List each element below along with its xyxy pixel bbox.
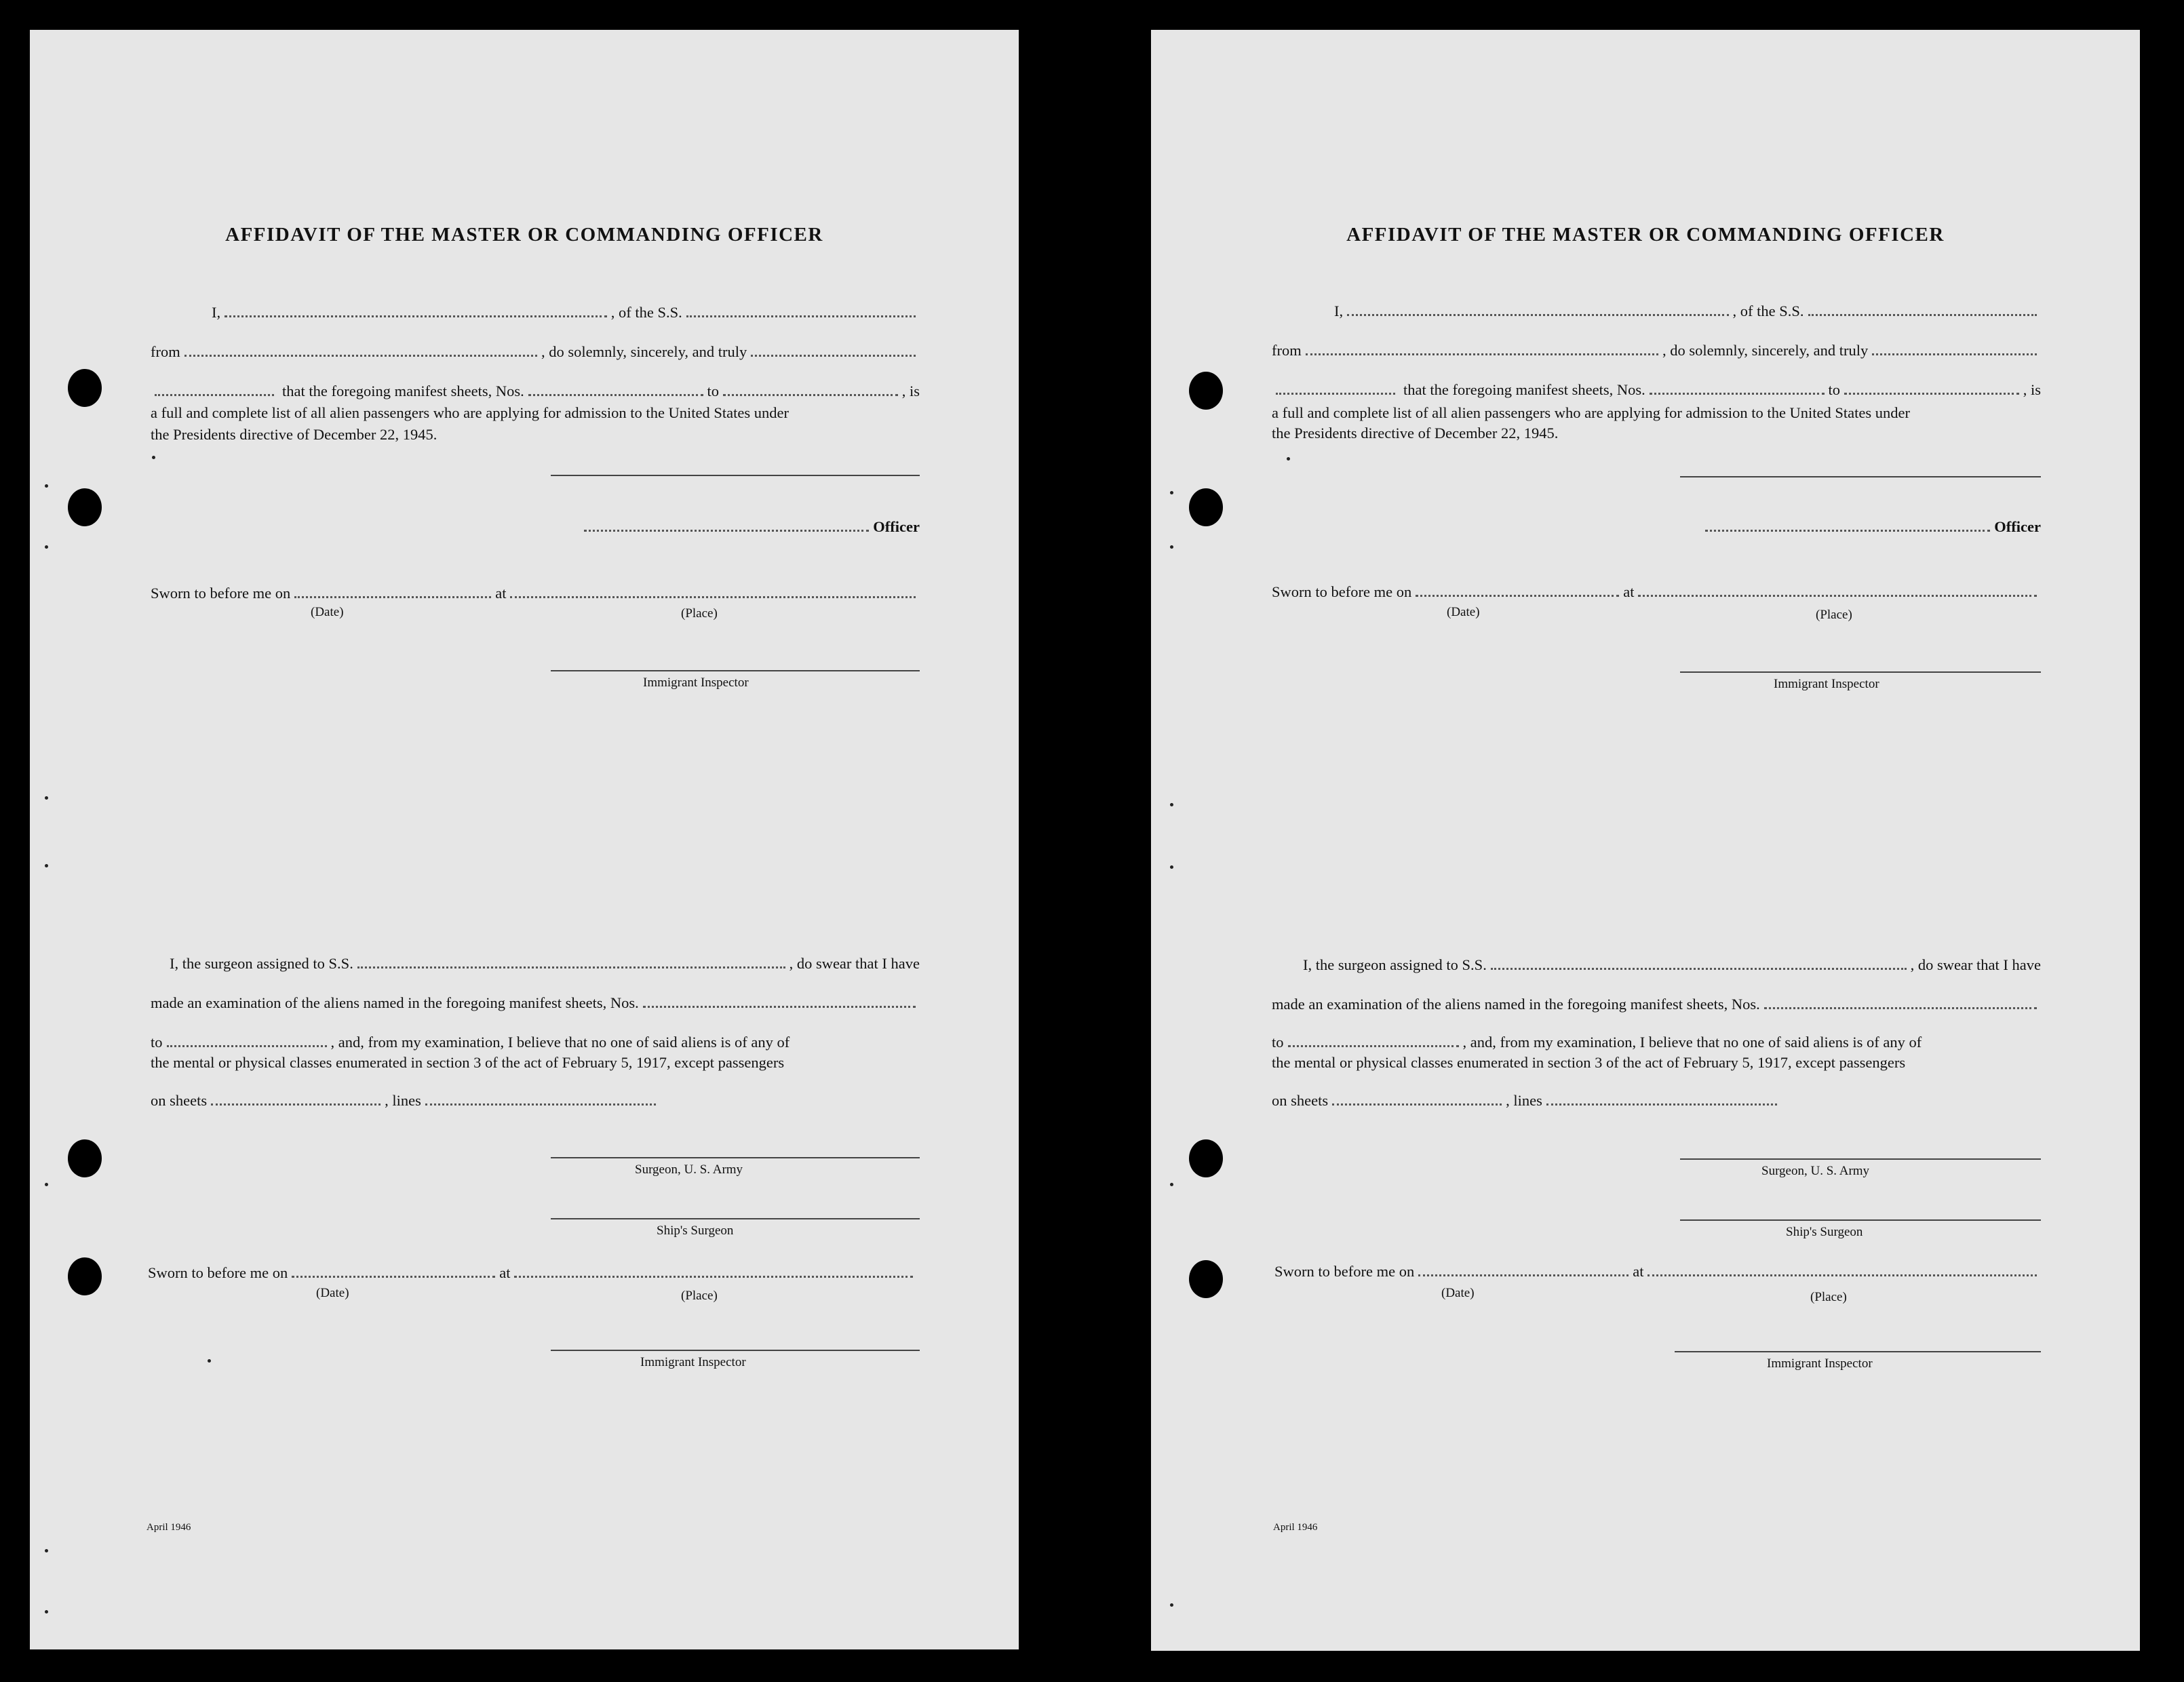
- surgeon-row-2: made an examination of the aliens named in the foregoing manifest sheets, Nos.: [1272, 986, 2041, 1013]
- punch-hole: [68, 1257, 102, 1295]
- master-sheets-row: that the foregoing manifest sheets, Nos. to , is: [151, 373, 920, 400]
- master-line4: a full and complete list of all alien passengers who are applying for admission to the United States under: [1272, 404, 1911, 421]
- date-caption: (Date): [311, 605, 344, 619]
- surgeon-row-3: to , and, from my examination, I believe that no one of said aliens is of any of: [1272, 1034, 1922, 1051]
- surgeon-row-4: the mental or physical classes enumerated in section 3 of the act of February 5, 1917, except passengers: [151, 1054, 785, 1071]
- date-caption: (Date): [1447, 605, 1480, 619]
- ship-surgeon-caption: Ship's Surgeon: [657, 1224, 734, 1238]
- signature-line[interactable]: [1680, 476, 2041, 477]
- lines-field[interactable]: [1546, 1103, 1777, 1106]
- sworn2-date-field[interactable]: [1418, 1274, 1629, 1276]
- inspector-caption-2: Immigrant Inspector: [1767, 1356, 1873, 1371]
- sheets-field[interactable]: [1332, 1103, 1502, 1106]
- sworn2-place-field[interactable]: [1647, 1274, 2037, 1276]
- sworn-place-field[interactable]: [510, 596, 916, 598]
- surgeon-row-2: made an examination of the aliens named in the foregoing manifest sheets, Nos.: [151, 985, 920, 1012]
- place-caption: (Place): [681, 606, 718, 621]
- form-title: AFFIDAVIT OF THE MASTER OR COMMANDING OFFICER: [1346, 224, 1945, 246]
- inspector-line-2[interactable]: [1675, 1351, 2041, 1352]
- sworn-row-2: Sworn to before me on at: [148, 1255, 917, 1282]
- ship-surgeon-line[interactable]: [1680, 1219, 2041, 1221]
- date-caption-2: (Date): [1441, 1286, 1475, 1300]
- swear-field[interactable]: [751, 355, 916, 357]
- punch-hole: [68, 488, 102, 526]
- inspector-caption: Immigrant Inspector: [1774, 677, 1879, 691]
- sworn-row-2: Sworn to before me on at: [1274, 1253, 2041, 1280]
- surgeon-row-1: I, the surgeon assigned to S.S. , do swear that I have: [170, 955, 920, 972]
- punch-hole: [1189, 488, 1223, 526]
- master-from-row: from , do solemnly, sincerely, and truly: [1272, 332, 2041, 359]
- inspector-caption: Immigrant Inspector: [643, 676, 749, 690]
- surgeon-row-3: to , and, from my examination, I believe that no one of said aliens is of any of: [151, 1034, 790, 1051]
- sworn-date-field[interactable]: [294, 596, 491, 598]
- inspector-caption-2: Immigrant Inspector: [640, 1355, 746, 1369]
- form-page-right: [1151, 30, 2140, 1651]
- punch-hole: [68, 369, 102, 407]
- inspector-line[interactable]: [551, 670, 920, 671]
- signature-line[interactable]: [551, 475, 920, 476]
- place-caption-2: (Place): [1810, 1290, 1847, 1304]
- punch-hole: [1189, 1139, 1223, 1177]
- punch-hole: [1189, 372, 1223, 410]
- form-date-footer: April 1946: [1273, 1522, 1318, 1533]
- punch-hole: [68, 1139, 102, 1177]
- surgeon-row-5: on sheets , lines: [1272, 1082, 2041, 1110]
- surgeon-sheets-field[interactable]: [1764, 1007, 2037, 1009]
- master-from-row: from , do solemnly, sincerely, and truly: [151, 334, 920, 361]
- inspector-line-2[interactable]: [551, 1350, 920, 1351]
- sworn2-place-field[interactable]: [514, 1276, 913, 1278]
- master-line5: the Presidents directive of December 22, 1945.: [1272, 425, 1559, 442]
- ship-name-field[interactable]: [1808, 314, 2037, 316]
- surgeon-row-1: I, the surgeon assigned to S.S. , do swear that I have: [1303, 956, 2041, 973]
- surgeon-row-5: on sheets , lines: [151, 1082, 920, 1110]
- master-name-field[interactable]: [225, 315, 607, 317]
- surgeon-ship-field[interactable]: [1491, 968, 1907, 970]
- army-surgeon-line[interactable]: [551, 1157, 920, 1158]
- place-caption: (Place): [1816, 608, 1852, 622]
- punch-hole: [1189, 1260, 1223, 1298]
- date-caption-2: (Date): [316, 1286, 349, 1300]
- master-line4: a full and complete list of all alien passengers who are applying for admission to the United States under: [151, 404, 789, 421]
- sworn-date-field[interactable]: [1416, 595, 1619, 597]
- army-surgeon-line[interactable]: [1680, 1158, 2041, 1160]
- from-field[interactable]: [184, 355, 537, 357]
- army-surgeon-caption: Surgeon, U. S. Army: [635, 1162, 743, 1177]
- officer-row: Officer: [151, 509, 920, 536]
- officer-field[interactable]: [584, 530, 869, 532]
- swear-field[interactable]: [1872, 353, 2037, 355]
- surgeon-row-4: the mental or physical classes enumerated in section 3 of the act of February 5, 1917, except passengers: [1272, 1054, 1906, 1071]
- master-sheets-row: that the foregoing manifest sheets, Nos. to , is: [1272, 372, 2041, 399]
- form-page-left: [30, 30, 1019, 1649]
- army-surgeon-caption: Surgeon, U. S. Army: [1761, 1164, 1870, 1178]
- lines-field[interactable]: [425, 1103, 656, 1106]
- surgeon-sheets-field[interactable]: [643, 1006, 916, 1008]
- place-caption-2: (Place): [681, 1289, 718, 1303]
- master-name-row: I, , of the S.S.: [1272, 293, 2041, 320]
- from-field[interactable]: [1306, 353, 1658, 355]
- officer-field[interactable]: [1705, 530, 1990, 532]
- sheets-field[interactable]: [211, 1103, 381, 1106]
- ship-surgeon-line[interactable]: [551, 1218, 920, 1219]
- master-name-row: I, , of the S.S.: [151, 294, 920, 321]
- sworn-row-1: Sworn to before me on at: [1272, 574, 2041, 601]
- surgeon-ship-field[interactable]: [357, 966, 785, 969]
- sworn-place-field[interactable]: [1638, 595, 2037, 597]
- ship-name-field[interactable]: [686, 315, 916, 317]
- sworn-row-1: Sworn to before me on at: [151, 575, 920, 602]
- inspector-line[interactable]: [1680, 671, 2041, 673]
- master-name-field[interactable]: [1347, 314, 1728, 316]
- officer-row: Officer: [1272, 509, 2041, 536]
- master-line5: the Presidents directive of December 22, 1945.: [151, 426, 437, 443]
- form-date-footer: April 1946: [147, 1522, 191, 1533]
- sworn2-date-field[interactable]: [292, 1276, 495, 1278]
- ship-surgeon-caption: Ship's Surgeon: [1786, 1225, 1863, 1239]
- form-title: AFFIDAVIT OF THE MASTER OR COMMANDING OFFICER: [225, 224, 823, 246]
